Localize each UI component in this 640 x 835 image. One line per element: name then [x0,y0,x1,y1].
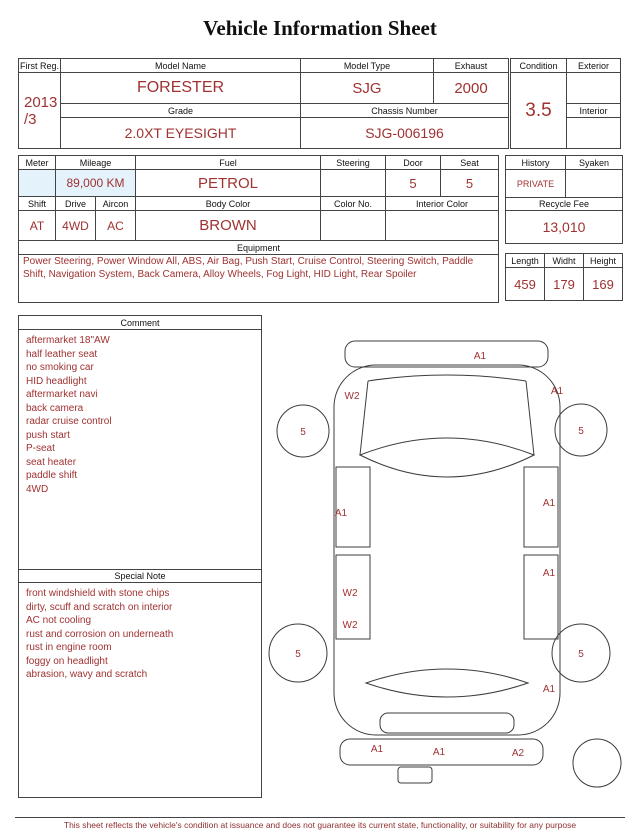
fuel-label: Fuel [136,156,321,170]
text-line: rust in engine room [26,642,112,653]
recycle-fee-table [505,197,623,244]
damage-mark-W2: W2 [342,588,358,599]
grade-value: 2.0XT EYESIGHT [61,118,301,149]
text-line: rust and corrosion on underneath [26,628,174,640]
damage-mark-A1: A1 [550,386,564,397]
aircon-label: Aircon [96,197,136,211]
mileage-label: Mileage [56,156,136,170]
text-line: foggy on headlight [26,655,108,667]
equipment-label: Equipment [19,241,499,255]
recycle-fee-value: 13,010 [506,211,623,244]
steering-label: Steering [321,156,386,170]
spare-tire [573,739,621,787]
text-line: aftermarket navi [26,389,98,400]
text-line: half leather seat [26,348,98,360]
meter-value [19,170,56,197]
mileage-value: 89,000 KM [56,170,136,197]
first-reg-year: 2013 [24,93,58,111]
special-note-body [19,583,261,797]
drive-value: 4WD [56,211,96,241]
seat-label: Seat [441,156,499,170]
condition-value: 3.5 [511,73,567,149]
rear-window [366,669,528,697]
damage-mark-A2: A2 [511,748,525,759]
height-value: 169 [584,268,623,301]
front-bumper [345,341,548,367]
recycle-fee-label: Recycle Fee [506,198,623,211]
grade-label: Grade [61,104,301,118]
comment-panel [18,315,262,798]
damage-mark-A1: A1 [370,744,384,755]
license-plate [398,767,432,783]
shift-label: Shift [19,197,56,211]
car-damage-diagram [268,315,630,800]
drive-label: Drive [56,197,96,211]
syaken-label: Syaken [566,156,623,170]
model-type-label: Model Type [301,59,434,73]
text-line: radar cruise control [26,416,112,427]
model-name-label: Model Name [61,59,301,73]
page-title: Vehicle Information Sheet [203,16,437,40]
damage-mark-W2: W2 [342,620,358,631]
left-front-door [336,467,370,547]
history-label: History [506,156,566,170]
damage-mark-5: 5 [578,426,584,437]
top-left-table [18,58,509,149]
spec-table [18,155,499,303]
footer-disclaimer: This sheet reflects the vehicle's condition at issuance and does not guarantee its current state, functionality, or suitability for any purpose [63,820,577,830]
first-reg-value [19,73,61,149]
exterior-label: Exterior [567,59,621,73]
shift-value: AT [19,211,56,241]
comment-header: Comment [19,316,261,330]
text-line: no smoking car [26,362,94,373]
damage-mark-A1: A1 [542,684,556,695]
exhaust-value: 2000 [434,73,509,104]
width-label: Widht [545,254,584,268]
door-value: 5 [386,170,441,197]
length-label: Length [506,254,545,268]
model-type-value: SJG [301,73,434,104]
fuel-value: PETROL [136,170,321,197]
damage-mark-A1: A1 [334,508,348,519]
aircon-value: AC [96,211,136,241]
interior-color-value [386,211,499,241]
text-line: dirty, scuff and scratch on interior [26,601,173,613]
body-color-label: Body Color [136,197,321,211]
damage-mark-W2: W2 [344,391,360,402]
exhaust-label: Exhaust [434,59,509,73]
text-line: paddle shift [26,470,78,481]
exterior-value [567,73,621,104]
meter-label: Meter [19,156,56,170]
length-value: 459 [506,268,545,301]
interior-color-label: Interior Color [386,197,499,211]
text-line: aftermarket 18"AW [26,335,110,346]
text-line: push start [26,429,70,441]
dimensions-table [505,253,623,301]
special-note-header: Special Note [19,569,261,583]
width-value: 179 [545,268,584,301]
color-no-value [321,211,386,241]
damage-mark-5: 5 [578,649,584,660]
damage-mark-A1: A1 [542,568,556,579]
text-line: HID headlight [26,375,87,387]
model-name-value: FORESTER [61,73,301,104]
condition-table [510,58,621,149]
text-line: 4WD [26,483,49,495]
condition-label: Condition [511,59,567,73]
chassis-number-label: Chassis Number [301,104,509,118]
syaken-value [566,170,623,198]
door-label: Door [386,156,441,170]
steering-value [321,170,386,197]
text-line: back camera [26,402,84,414]
seat-value: 5 [441,170,499,197]
equipment-value: Power Steering, Power Window All, ABS, Air Bag, Push Start, Cruise Control, Steering Switch, Paddle Shift, Navigation System, Back Camera, Alloy Wheels, Fog Light, HID Light, Rear Spoiler [19,255,499,303]
damage-mark-A1: A1 [542,498,556,509]
color-no-label: Color No. [321,197,386,211]
car-body [334,365,560,735]
text-line: abrasion, wavy and scratch [26,669,148,680]
interior-label: Interior [567,104,621,118]
damage-mark-5: 5 [300,427,306,438]
footer-divider [15,817,625,818]
windshield [360,438,534,477]
first-reg-month: /3 [24,110,37,128]
height-label: Height [584,254,623,268]
car-outline [269,341,621,787]
trunk [380,713,514,733]
chassis-number-value: SJG-006196 [301,118,509,149]
history-value: PRIVATE [506,170,566,198]
hood-line [368,375,526,381]
interior-value [567,118,621,149]
comment-body [19,330,261,569]
text-line: front windshield with stone chips [26,588,170,599]
body-color-value: BROWN [136,211,321,241]
text-line: AC not cooling [26,615,92,626]
damage-mark-5: 5 [295,649,301,660]
history-table [505,155,623,198]
damage-mark-A1: A1 [473,351,487,362]
damage-mark-A1: A1 [432,747,446,758]
text-line: P-seat [26,443,55,454]
first-reg-label: First Reg. [19,59,61,73]
text-line: seat heater [26,456,77,468]
